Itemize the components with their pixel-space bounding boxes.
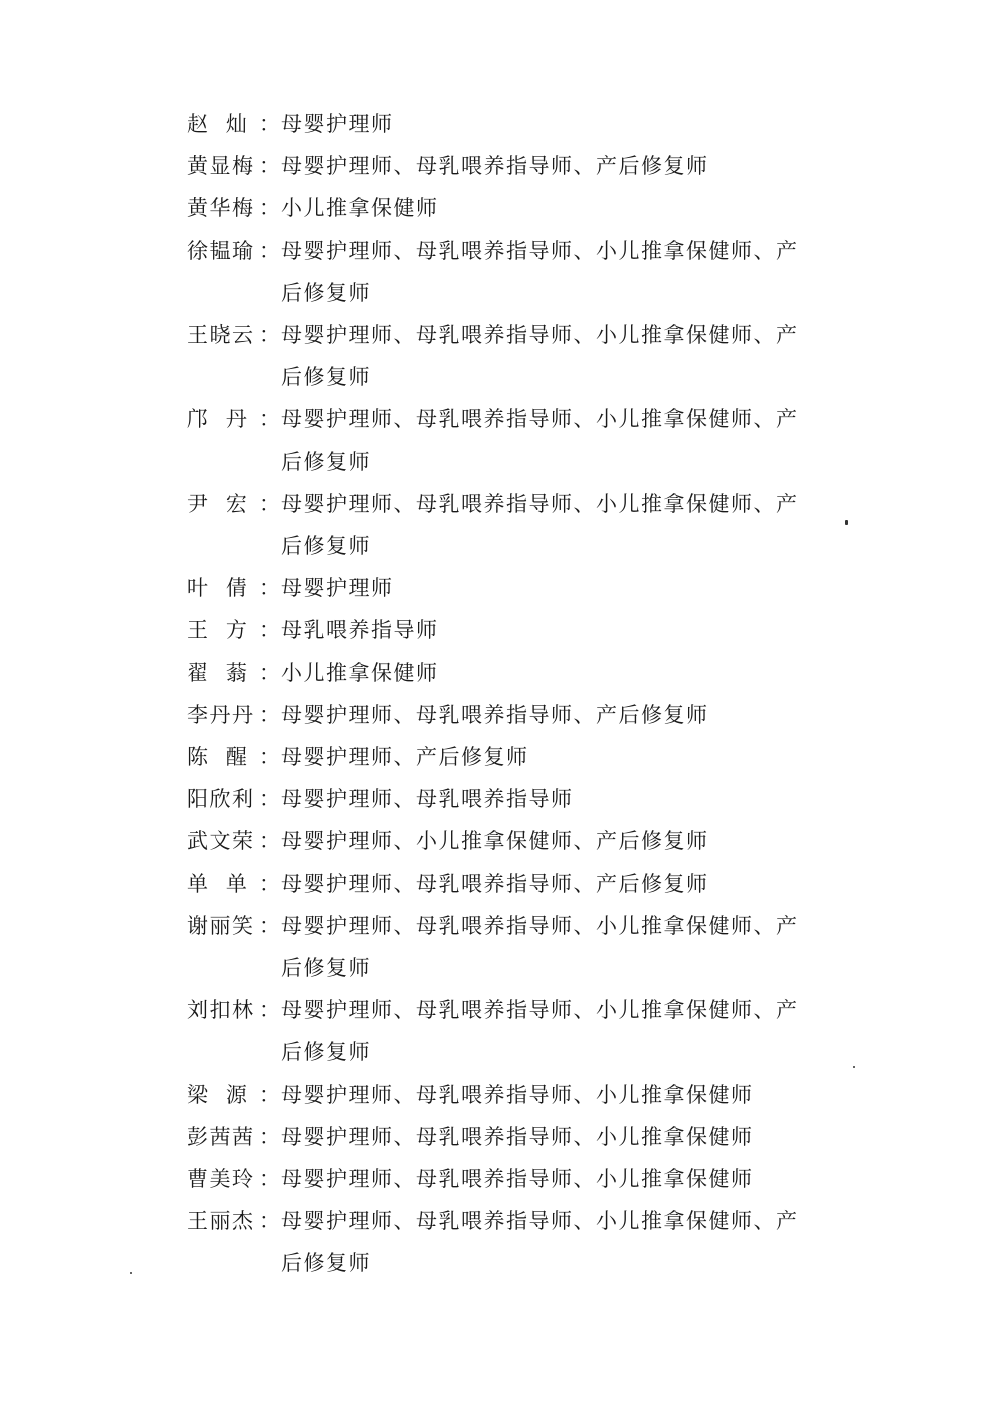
person-name: 彭茜茜 <box>187 1124 255 1149</box>
certifications: 母婴护理师、母乳喂养指导师、产后修复师 <box>281 702 709 727</box>
separator: ： <box>259 407 282 432</box>
separator: ： <box>259 998 282 1023</box>
separator: ： <box>259 787 282 812</box>
person-name: 刘扣林 <box>187 998 255 1023</box>
certifications: 母婴护理师、母乳喂养指导师、产后修复师 <box>281 154 709 179</box>
separator: ： <box>259 660 282 685</box>
certifications: 母婴护理师、母乳喂养指导师、小儿推拿保健师、产后修复师 <box>281 238 799 305</box>
separator: ： <box>259 491 282 516</box>
certifications: 母婴护理师、母乳喂养指导师、小儿推拿保健师、产后修复师 <box>281 491 799 559</box>
certifications: 小儿推拿保健师 <box>281 660 439 685</box>
certifications: 母婴护理师、产后修复师 <box>281 745 529 770</box>
certifications: 母乳喂养指导师 <box>281 618 439 643</box>
list-item <box>187 652 827 694</box>
certifications: 母婴护理师、母乳喂养指导师、小儿推拿保健师、产后修复师 <box>281 913 799 981</box>
list-item <box>187 778 827 820</box>
separator: ： <box>259 913 282 938</box>
list-item <box>187 1200 827 1284</box>
list-item <box>187 483 827 567</box>
separator: ： <box>259 829 282 854</box>
list-item <box>187 694 827 736</box>
separator: ： <box>259 154 282 179</box>
certifications: 母婴护理师 <box>281 112 394 136</box>
list-item <box>187 398 827 482</box>
scan-speck <box>130 1272 132 1274</box>
person-name: 曹美玲 <box>187 1167 255 1192</box>
person-name: 梁 源 <box>187 1082 249 1107</box>
list-item <box>187 145 827 187</box>
person-name: 阳欣利 <box>187 787 255 812</box>
separator: ： <box>259 112 282 136</box>
person-name: 王丽杰 <box>187 1209 255 1234</box>
certifications: 母婴护理师、母乳喂养指导师、小儿推拿保健师、产后修复师 <box>281 407 799 474</box>
separator: ： <box>259 1124 282 1149</box>
certifications: 母婴护理师、母乳喂养指导师、小儿推拿保健师、产后修复师 <box>281 998 799 1065</box>
certifications: 母婴护理师、母乳喂养指导师、小儿推拿保健师 <box>281 1124 754 1149</box>
person-name: 叶 倩 <box>187 576 249 601</box>
separator: ： <box>259 871 282 896</box>
scan-speck <box>853 1066 855 1068</box>
certification-list <box>187 103 827 1285</box>
separator: ： <box>259 618 282 643</box>
list-item <box>187 314 827 398</box>
person-name: 武文荣 <box>187 829 255 854</box>
list-item <box>187 820 827 862</box>
person-name: 李丹丹 <box>187 702 255 727</box>
list-item <box>187 989 827 1073</box>
person-name: 王 方 <box>187 618 249 643</box>
list-item <box>187 863 827 905</box>
list-item <box>187 1074 827 1116</box>
person-name: 黄显梅 <box>187 154 255 179</box>
certifications: 母婴护理师、母乳喂养指导师、小儿推拿保健师 <box>281 1082 754 1107</box>
person-name: 赵 灿 <box>187 112 249 136</box>
separator: ： <box>259 1082 282 1107</box>
list-item <box>187 103 827 145</box>
certifications: 母婴护理师、母乳喂养指导师、产后修复师 <box>281 871 709 896</box>
list-item <box>187 736 827 778</box>
list-item <box>187 187 827 229</box>
separator: ： <box>259 745 282 770</box>
list-item <box>187 1116 827 1158</box>
separator: ： <box>259 1209 282 1234</box>
separator: ： <box>259 196 282 221</box>
certifications: 小儿推拿保健师 <box>281 196 439 221</box>
certifications: 母婴护理师、母乳喂养指导师、小儿推拿保健师、产后修复师 <box>281 1209 799 1276</box>
separator: ： <box>259 702 282 727</box>
list-item <box>187 609 827 651</box>
person-name: 徐韫瑜 <box>187 238 255 263</box>
list-item <box>187 567 827 609</box>
person-name: 尹 宏 <box>187 491 249 516</box>
separator: ： <box>259 238 282 263</box>
certifications: 母婴护理师、母乳喂养指导师、小儿推拿保健师 <box>281 1167 754 1192</box>
person-name: 陈 醒 <box>187 745 249 770</box>
list-item <box>187 230 827 314</box>
certifications: 母婴护理师、小儿推拿保健师、产后修复师 <box>281 829 709 854</box>
separator: ： <box>259 576 282 601</box>
person-name: 邝 丹 <box>187 407 249 432</box>
certifications: 母婴护理师、母乳喂养指导师、小儿推拿保健师、产后修复师 <box>281 323 799 390</box>
list-item <box>187 1158 827 1200</box>
person-name: 黄华梅 <box>187 196 255 221</box>
certifications: 母婴护理师、母乳喂养指导师 <box>281 787 574 812</box>
person-name: 翟 蓊 <box>187 660 249 685</box>
separator: ： <box>259 323 282 348</box>
certifications: 母婴护理师 <box>281 576 394 601</box>
scan-speck <box>845 520 848 525</box>
person-name: 谢丽笑 <box>187 913 255 938</box>
person-name: 单 单 <box>187 871 249 896</box>
separator: ： <box>259 1167 282 1192</box>
list-item <box>187 905 827 989</box>
person-name: 王晓云 <box>187 323 255 348</box>
